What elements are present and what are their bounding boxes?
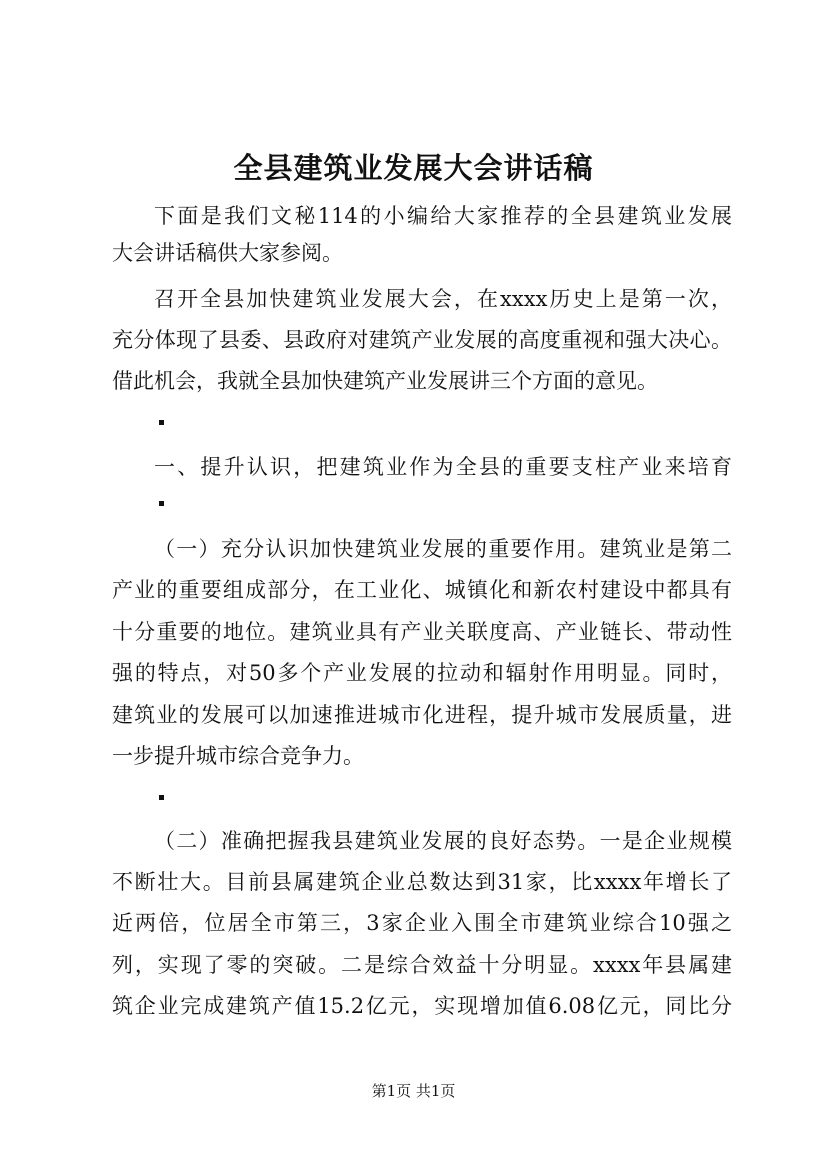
paragraph-line: （一）充分认识加快建筑业发展的重要作用。建筑业是第二 xyxy=(154,537,732,561)
paragraph-line: （二）准确把握我县建筑业发展的良好态势。一是企业规模 xyxy=(154,829,732,853)
paragraph-line: 筑企业完成建筑产值15.2亿元，实现增加值6.08亿元，同比分 xyxy=(112,994,732,1018)
bullet-marker xyxy=(159,420,164,425)
paragraph-line: 下面是我们文秘114的小编给大家推荐的全县建筑业发展 xyxy=(154,204,732,228)
paragraph-line: 十分重要的地位。建筑业具有产业关联度高、产业链长、带动性 xyxy=(112,620,732,644)
paragraph-line: 大会讲话稿供大家参阅。 xyxy=(112,241,343,265)
section-heading: 一、提升认识，把建筑业作为全县的重要支柱产业来培育 xyxy=(154,455,732,479)
paragraph-line: 近两倍，位居全市第三，3家企业入围全市建筑业综合10强之 xyxy=(112,911,732,935)
bullet-marker xyxy=(159,795,164,800)
bullet-marker xyxy=(159,501,164,506)
paragraph-line: 强的特点，对50多个产业发展的拉动和辐射作用明显。同时， xyxy=(112,661,732,685)
paragraph-line: 建筑业的发展可以加速推进城市化进程，提升城市发展质量，进 xyxy=(112,703,732,727)
paragraph-line: 一步提升城市综合竞争力。 xyxy=(112,744,364,768)
paragraph-line: 产业的重要组成部分，在工业化、城镇化和新农村建设中都具有 xyxy=(112,578,732,602)
page-title: 全县建筑业发展大会讲话稿 xyxy=(233,151,594,185)
paragraph-line: 召开全县加快建筑业发展大会，在xxxx历史上是第一次， xyxy=(154,287,732,311)
paragraph-line: 列，实现了零的突破。二是综合效益十分明显。xxxx年县属建 xyxy=(112,953,732,977)
paragraph-line: 借此机会，我就全县加快建筑产业发展讲三个方面的意见。 xyxy=(112,369,658,393)
page-number-footer: 第1页 共1页 xyxy=(371,1082,456,1100)
paragraph-line: 不断壮大。目前县属建筑企业总数达到31家，比xxxx年增长了 xyxy=(112,870,732,894)
paragraph-line: 充分体现了县委、县政府对建筑产业发展的高度重视和强大决心。 xyxy=(112,328,732,352)
